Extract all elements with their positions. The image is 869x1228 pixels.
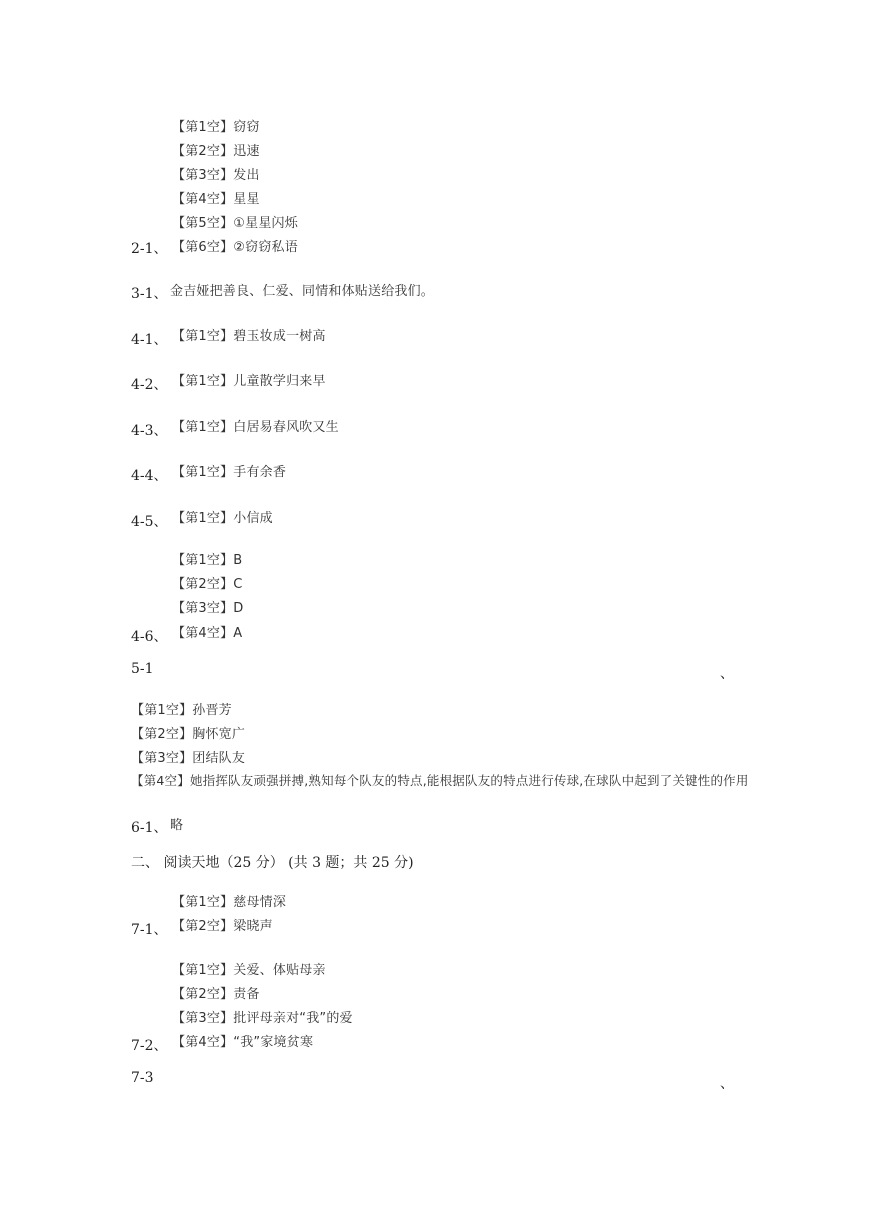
answer-line: 略 — [170, 818, 184, 833]
answer-line: 【第6空】②窃窃私语 — [172, 240, 298, 255]
answer-line: 【第3空】批评母亲对“我”的爱 — [172, 1011, 353, 1026]
question-number: 4-4、 — [131, 468, 168, 484]
answer-line: 【第1空】孙晋芳 — [131, 703, 232, 718]
answer-line: 【第2空】迅速 — [172, 144, 260, 159]
answer-line: 金吉娅把善良、仁爱、同情和体贴送给我们。 — [170, 284, 435, 299]
separator-mark: 、 — [720, 666, 734, 682]
answer-line: 【第2空】梁晓声 — [172, 919, 273, 934]
question-number: 4-6、 — [131, 629, 168, 645]
question-number: 7-2、 — [131, 1038, 168, 1054]
answer-line: 【第2空】胸怀宽广 — [131, 727, 246, 742]
section-heading: 二、 阅读天地（25 分） (共 3 题；共 25 分) — [131, 855, 414, 871]
answer-line: 【第4空】星星 — [172, 192, 260, 207]
answer-line: 【第1空】手有余香 — [172, 465, 287, 480]
question-number: 7-3 — [131, 1070, 154, 1086]
question-number: 7-1、 — [131, 922, 168, 938]
separator-mark: 、 — [720, 1076, 734, 1092]
question-number: 4-3、 — [131, 423, 168, 439]
answer-line: 【第4空】她指挥队友顽强拼搏,熟知每个队友的特点,能根据队友的特点进行传球,在球队中起到了关键性的作用 — [131, 773, 749, 788]
question-number: 4-5、 — [131, 514, 168, 530]
answer-line: 【第1空】窃窃 — [172, 120, 260, 135]
answer-line: 【第5空】①星星闪烁 — [172, 216, 298, 231]
answer-line: 【第2空】C — [172, 577, 243, 592]
answer-line: 【第3空】团结队友 — [131, 751, 246, 766]
answer-line: 【第4空】“我”家境贫寒 — [172, 1035, 314, 1050]
answer-line: 【第1空】碧玉妆成一树高 — [172, 329, 326, 344]
question-number: 3-1、 — [131, 286, 168, 302]
answer-line: 【第3空】D — [172, 601, 244, 616]
question-number: 5-1 — [131, 661, 154, 677]
answer-line: 【第1空】B — [172, 553, 243, 568]
answer-line: 【第1空】小信成 — [172, 511, 273, 526]
answer-line: 【第4空】A — [172, 626, 243, 641]
answer-line: 【第2空】责备 — [172, 987, 260, 1002]
question-number: 6-1、 — [131, 820, 168, 836]
question-number: 4-2、 — [131, 377, 168, 393]
answer-line: 【第3空】发出 — [172, 168, 260, 183]
question-number: 4-1、 — [131, 332, 168, 348]
answer-line: 【第1空】慈母情深 — [172, 895, 287, 910]
answer-line: 【第1空】白居易春风吹又生 — [172, 420, 339, 435]
answer-line: 【第1空】儿童散学归来早 — [172, 374, 326, 389]
question-number: 2-1、 — [131, 241, 168, 257]
answer-line: 【第1空】关爱、体贴母亲 — [172, 963, 326, 978]
